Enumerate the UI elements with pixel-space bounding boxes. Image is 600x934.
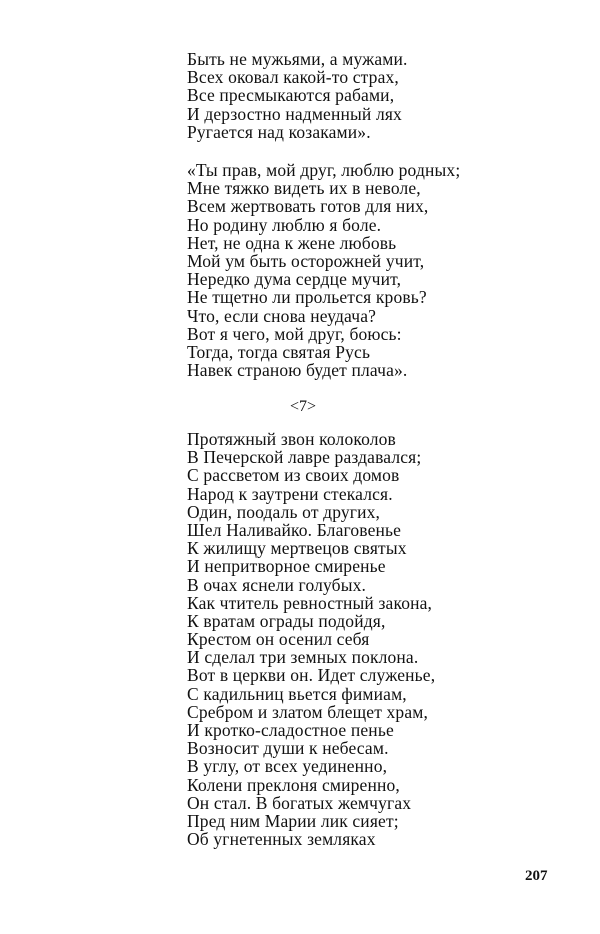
stanza-3 bbox=[187, 430, 435, 848]
poem-line: Шел Наливайко. Благовенье bbox=[187, 519, 402, 540]
poem-line: Сребром и златом блещет храм, bbox=[187, 701, 428, 722]
poem-line: Тогда, тогда святая Русь bbox=[187, 341, 371, 362]
poem-line: Быть не мужьями, а мужами. bbox=[187, 49, 408, 69]
poem-line: Пред ним Марии лик сияет; bbox=[187, 810, 399, 831]
poem-line: И непритворное смиренье bbox=[187, 556, 386, 577]
poem-line: Как чтитель ревностный закона, bbox=[187, 592, 433, 613]
poem-line: Навек страною будет плача». bbox=[187, 360, 408, 381]
page-number: 207 bbox=[525, 868, 548, 884]
poem-line: И кротко-сладостное пенье bbox=[187, 720, 394, 740]
poem-line: К вратам ограды подойдя, bbox=[187, 610, 386, 631]
poem-line: Крестом он осенил себя bbox=[187, 629, 370, 650]
poem-line: Вот я чего, мой друг, боюсь: bbox=[187, 323, 402, 344]
poem-line: Всех оковал какой-то страх, bbox=[187, 67, 399, 88]
poem-line: Нередко дума сердце мучит, bbox=[187, 269, 402, 290]
poem-line: Нет, не одна к жене любовь bbox=[187, 232, 397, 253]
poem-line: И сделал три земных поклона. bbox=[187, 647, 419, 668]
poem-line: Он стал. В богатых жемчугах bbox=[187, 792, 412, 813]
poem-line: Не тщетно ли прольется кровь? bbox=[187, 287, 427, 308]
stanza-2 bbox=[187, 161, 460, 379]
poem-line: Протяжный звон колоколов bbox=[187, 429, 396, 449]
poem-line: Вот в церкви он. Идет служенье, bbox=[187, 665, 436, 686]
poem-line: Что, если снова неудача? bbox=[187, 305, 377, 326]
poem-line: «Ты прав, мой друг, люблю родных; bbox=[187, 160, 461, 180]
poem-line: Ругается над козаками». bbox=[187, 121, 371, 142]
poem-line: С кадильниц вьется фимиам, bbox=[187, 683, 407, 704]
poem-line: Мне тяжко видеть их в неволе, bbox=[187, 178, 421, 199]
poem-line: Все пресмыкаются рабами, bbox=[187, 85, 395, 106]
poem-line: В очах яснели голубых. bbox=[187, 574, 367, 595]
poem-line: Всем жертвовать готов для них, bbox=[187, 196, 429, 217]
poem-line: В углу, от всех уединенно, bbox=[187, 756, 388, 777]
poem-line: К жилищу мертвецов святых bbox=[187, 538, 407, 559]
poem-line: Народ к заутрени стекался. bbox=[187, 483, 393, 504]
poem-line: Об угнетенных земляках bbox=[187, 829, 376, 850]
poem-line: С рассветом из своих домов bbox=[187, 465, 400, 486]
poem-line: Возносит души к небесам. bbox=[187, 738, 389, 759]
stanza-1 bbox=[187, 50, 408, 141]
poem-line: В Печерской лавре раздавался; bbox=[187, 447, 422, 468]
poem-line: Колени преклоня смиренно, bbox=[187, 774, 400, 795]
poem-line: Мой ум быть осторожней учит, bbox=[187, 250, 425, 271]
poem-line: Но родину люблю я боле. bbox=[187, 214, 382, 235]
poem-line: И дерзостно надменный лях bbox=[187, 103, 402, 124]
poem-line: Один, поодаль от других, bbox=[187, 501, 381, 522]
section-marker: <7> bbox=[290, 398, 317, 415]
